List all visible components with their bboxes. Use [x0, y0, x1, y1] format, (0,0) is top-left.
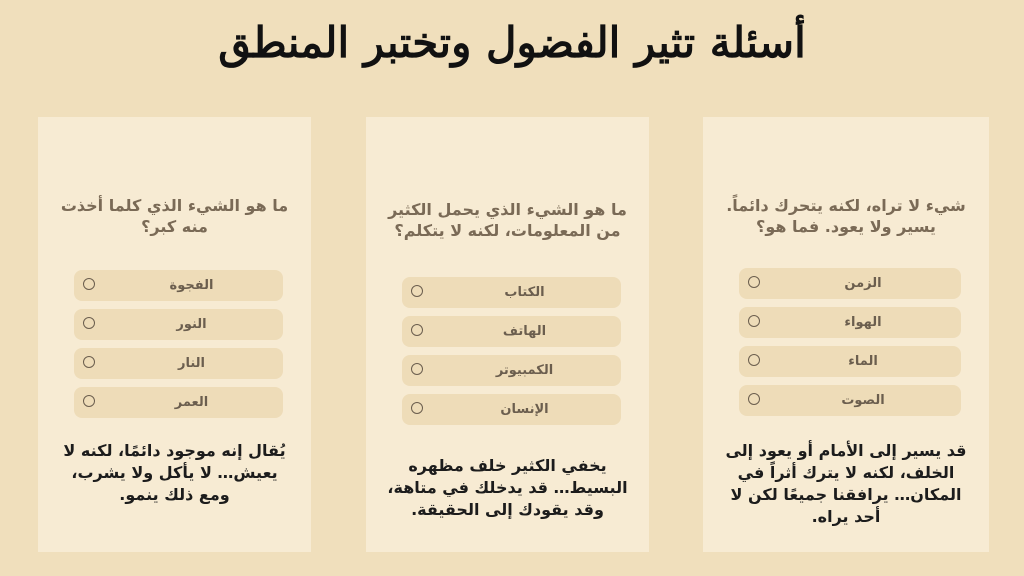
answer-label: الزمن: [844, 276, 882, 291]
answer-option[interactable]: [74, 348, 283, 379]
question-card-1: [38, 117, 311, 552]
question-text: شيء لا تراه، لكنه يتحرك دائماً. يسير ولا يعود. فما هو؟: [726, 196, 966, 236]
question-text: ما هو الشيء الذي يحمل الكثير من المعلومات، لكنه لا يتكلم؟: [388, 200, 627, 240]
radio-circle-icon[interactable]: [748, 315, 760, 327]
answer-label: الهاتف: [502, 324, 547, 339]
answer-option[interactable]: [74, 309, 283, 340]
radio-circle-icon[interactable]: [83, 356, 95, 368]
radio-circle-icon[interactable]: [748, 393, 760, 405]
hint-text: يُقال إنه موجود دائمًا، لكنه لا يعيش… لا يأكل ولا يشرب، ومع ذلك ينمو.: [63, 441, 286, 504]
radio-circle-icon[interactable]: [411, 402, 423, 414]
answer-option[interactable]: [74, 387, 283, 418]
answer-option[interactable]: [74, 270, 283, 301]
page-title: أسئلة تثير الفضول وتختبر المنطق: [218, 18, 806, 67]
answer-label: الماء: [848, 354, 878, 369]
answer-options: [74, 270, 283, 426]
radio-circle-icon[interactable]: [748, 354, 760, 366]
answer-label: العمر: [174, 395, 209, 410]
answer-option[interactable]: [739, 307, 961, 338]
question-card-2: [366, 117, 649, 552]
radio-circle-icon[interactable]: [748, 276, 760, 288]
radio-circle-icon[interactable]: [83, 317, 95, 329]
answer-label: الكمبيوتر: [495, 363, 554, 378]
hint-text: يخفي الكثير خلف مظهره البسيط… قد يدخلك في متاهة، وقد يقودك إلى الحقيقة.: [387, 456, 628, 519]
answer-label: الهواء: [844, 315, 882, 330]
answer-label: النور: [176, 317, 207, 332]
answer-options: [739, 268, 961, 424]
answer-option[interactable]: [402, 277, 621, 308]
answer-option[interactable]: [739, 346, 961, 377]
answer-option[interactable]: [739, 268, 961, 299]
hint-text: قد يسير إلى الأمام أو يعود إلى الخلف، لكنه لا يترك أثراً في المكان… يرافقنا جميعًا لكن لا أحد يراه.: [725, 441, 967, 526]
radio-circle-icon[interactable]: [411, 324, 423, 336]
answer-label: الصوت: [841, 393, 885, 408]
answer-option[interactable]: [402, 355, 621, 386]
answer-option[interactable]: [739, 385, 961, 416]
answer-label: النار: [177, 356, 205, 371]
answer-options: [402, 277, 621, 433]
radio-circle-icon[interactable]: [83, 278, 95, 290]
answer-label: الكتاب: [504, 285, 545, 300]
answer-option[interactable]: [402, 394, 621, 425]
radio-circle-icon[interactable]: [411, 363, 423, 375]
answer-option[interactable]: [402, 316, 621, 347]
answer-label: الفجوة: [169, 278, 214, 293]
radio-circle-icon[interactable]: [83, 395, 95, 407]
answer-label: الإنسان: [500, 402, 549, 417]
question-text: ما هو الشيء الذي كلما أخذت منه كبر؟: [60, 196, 289, 236]
radio-circle-icon[interactable]: [411, 285, 423, 297]
question-card-3: [703, 117, 989, 552]
